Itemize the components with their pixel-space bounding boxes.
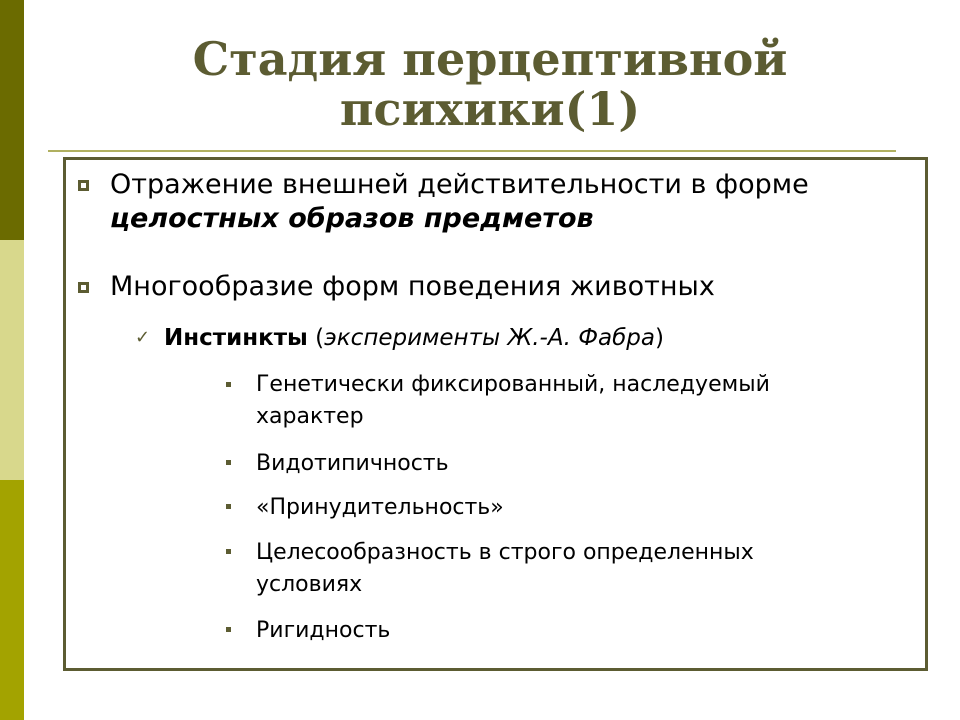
sub-sub-item-line: Генетически фиксированный, наследуемый [256,372,770,397]
sub-sub-list-item [256,448,896,480]
sub-sub-list-item [256,615,896,647]
list-item-text: Отражение внешней действительности в форме [110,169,809,200]
sub-item-bold: Инстинкты [164,325,308,351]
list-item-emphasis: целостных образов предметов [110,203,594,234]
small-square-bullet-icon [226,549,231,554]
small-square-bullet-icon [226,460,231,465]
sub-sub-list-item [256,492,896,524]
checkmark-icon: ✓ [135,327,151,348]
small-square-bullet-icon [226,382,231,387]
sub-sub-list-item [256,537,896,601]
slide-title [40,34,940,134]
sidebar-stripe [0,0,24,720]
sub-sub-item-line: «Принудительность» [256,495,504,520]
sub-item-open-paren: ( [307,325,325,351]
list-item [110,168,920,236]
sidebar-segment-mid [0,480,24,720]
sub-sub-list-item [256,369,896,433]
slide-title-line-2: психики(1) [339,82,641,136]
sub-sub-item-line: характер [256,404,364,429]
small-square-bullet-icon [226,504,231,509]
sub-sub-item-line: Видотипичность [256,451,449,476]
title-divider [48,150,896,152]
slide-title-line-1: Стадия перцептивной [192,32,788,86]
sub-item-close-paren: ) [654,325,664,351]
sub-list-item [164,323,664,353]
sidebar-segment-dark [0,0,24,240]
sub-item-italic: эксперименты Ж.-А. Фабра [324,325,655,351]
sub-sub-item-line: Ригидность [256,618,391,643]
list-item-text: Многообразие форм поведения животных [110,271,715,302]
sub-sub-item-line: условиях [256,572,363,597]
small-square-bullet-icon [226,627,231,632]
hollow-square-bullet-icon [78,282,89,293]
list-item [110,270,920,304]
sub-sub-item-line: Целесообразность в строго определенных [256,540,754,565]
hollow-square-bullet-icon [78,180,89,191]
sidebar-segment-light [0,240,24,480]
